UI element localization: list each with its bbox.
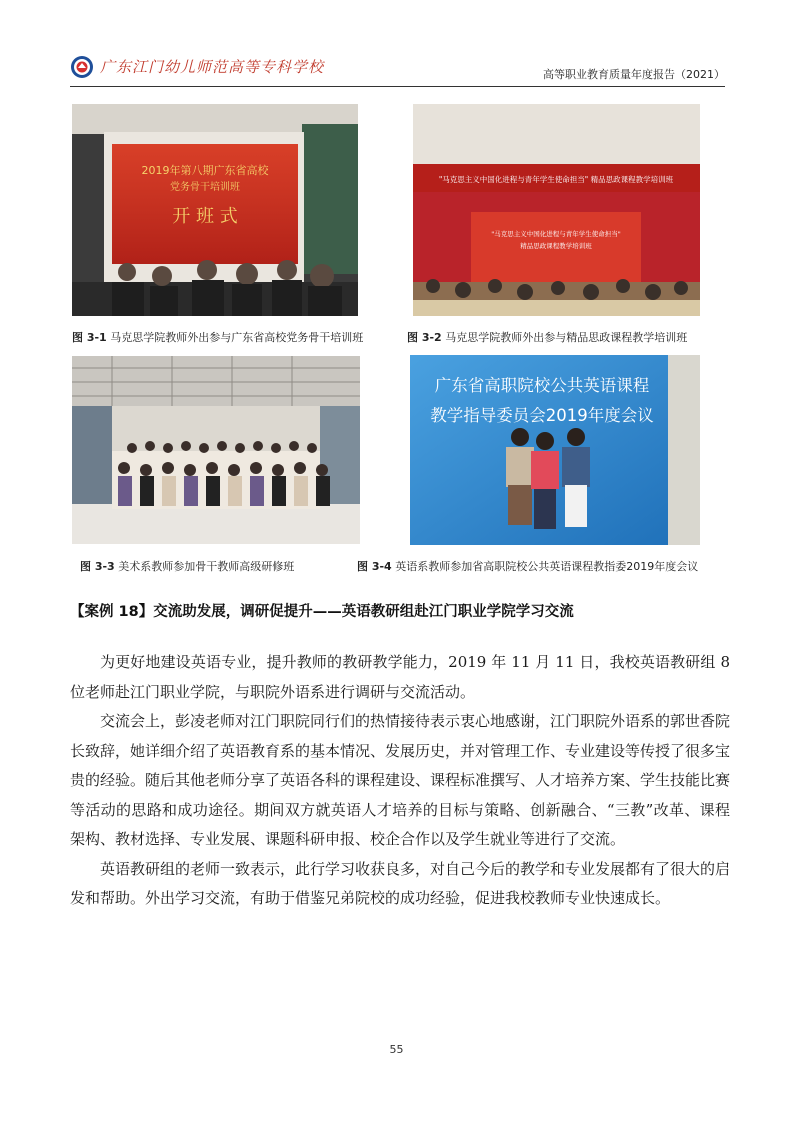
fig32-screen-line1: "马克思主义中国化进程与青年学生使命担当" [491, 230, 621, 238]
figure-3-1-caption [72, 329, 363, 345]
school-name-logo [100, 56, 324, 77]
case-paragraph-3: 英语教研组的老师一致表示，此行学习收获良多，对自己今后的教学和专业发展都有了很大的启发和帮助。外出学习交流，有助于借鉴兄弟院校的成功经验，促进我校教师专业快速成长。 [70, 859, 731, 907]
figure-3-2-number: 图 3-2 [407, 331, 442, 344]
fig31-screen-line3: 开 班 式 [172, 206, 238, 227]
figure-3-3-text: 美术系教师参加骨干教师高级研修班 [118, 560, 295, 573]
figure-3-4-number: 图 3-4 [357, 560, 392, 573]
figure-3-4-text: 英语系教师参加省高职院校公共英语课程教指委2019年度会议 [395, 560, 699, 573]
figure-3-1-number: 图 3-1 [72, 331, 107, 344]
figure-3-3-photo [72, 356, 360, 544]
fig31-screen-line1: 2019年第八期广东省高校 [141, 164, 269, 177]
fig34-backdrop-line2: 教学指导委员会2019年度会议 [430, 406, 654, 425]
case-paragraph-1: 为更好地建设英语专业，提升教师的教研教学能力，2019 年 11 月 11 日，我校英语教研组 8 位老师赴江门职业学院，与职院外语系进行调研与交流活动。 [70, 653, 730, 701]
page-header [70, 52, 725, 86]
figure-3-2-caption [407, 329, 687, 345]
figure-3-2-text: 马克思学院教师外出参与精品思政课程教学培训班 [445, 331, 688, 344]
figure-3-2-photo [413, 104, 700, 316]
fig34-backdrop-line1: 广东省高职院校公共英语课程 [434, 376, 650, 395]
header-divider [70, 86, 725, 87]
fig32-banner-text: "马克思主义中国化进程与青年学生使命担当" 精品思政课程教学培训班 [438, 175, 674, 184]
figure-3-1-photo [72, 104, 358, 316]
case-body [70, 648, 730, 914]
figure-3-3-number: 图 3-3 [80, 560, 115, 573]
page-number: 55 [389, 1043, 404, 1056]
report-title: 高等职业教育质量年度报告（2021） [543, 68, 725, 81]
figure-3-4-photo [410, 355, 700, 545]
figure-3-3-caption [80, 558, 294, 574]
case-title: 【案例 18】交流助发展，调研促提升——英语教研组赴江门职业学院学习交流 [70, 604, 574, 620]
figure-3-4-caption [357, 558, 698, 574]
case-paragraph-2: 交流会上，彭凌老师对江门职院同行们的热情接待表示衷心地感谢，江门职院外语系的郭世香院长致辞，她详细介绍了英语教育系的基本情况、发展历史，并对管理工作、专业建设等传授了很多宝贵的经验。随后其他老师分享了英语各科的课程建设、课程标准撰写、人才培养方案、学生技能比赛等活动的思路和成功途径。期间双方就英语人才培养的目标与策略、创新融合、“三教”改革、课程架构、教材选择、专业发展、课题科研申报、校企合作以及学生就业等进行了交流。 [70, 712, 731, 848]
school-name-script: 广东江门幼儿师范高等专科学校 [100, 58, 325, 76]
figure-3-1-text: 马克思学院教师外出参与广东省高校党务骨干培训班 [110, 331, 364, 344]
fig32-screen-line2: 精品思政课程教学培训班 [520, 242, 592, 250]
school-seal-logo [70, 55, 94, 79]
fig31-screen-line2: 党务骨干培训班 [170, 182, 240, 193]
